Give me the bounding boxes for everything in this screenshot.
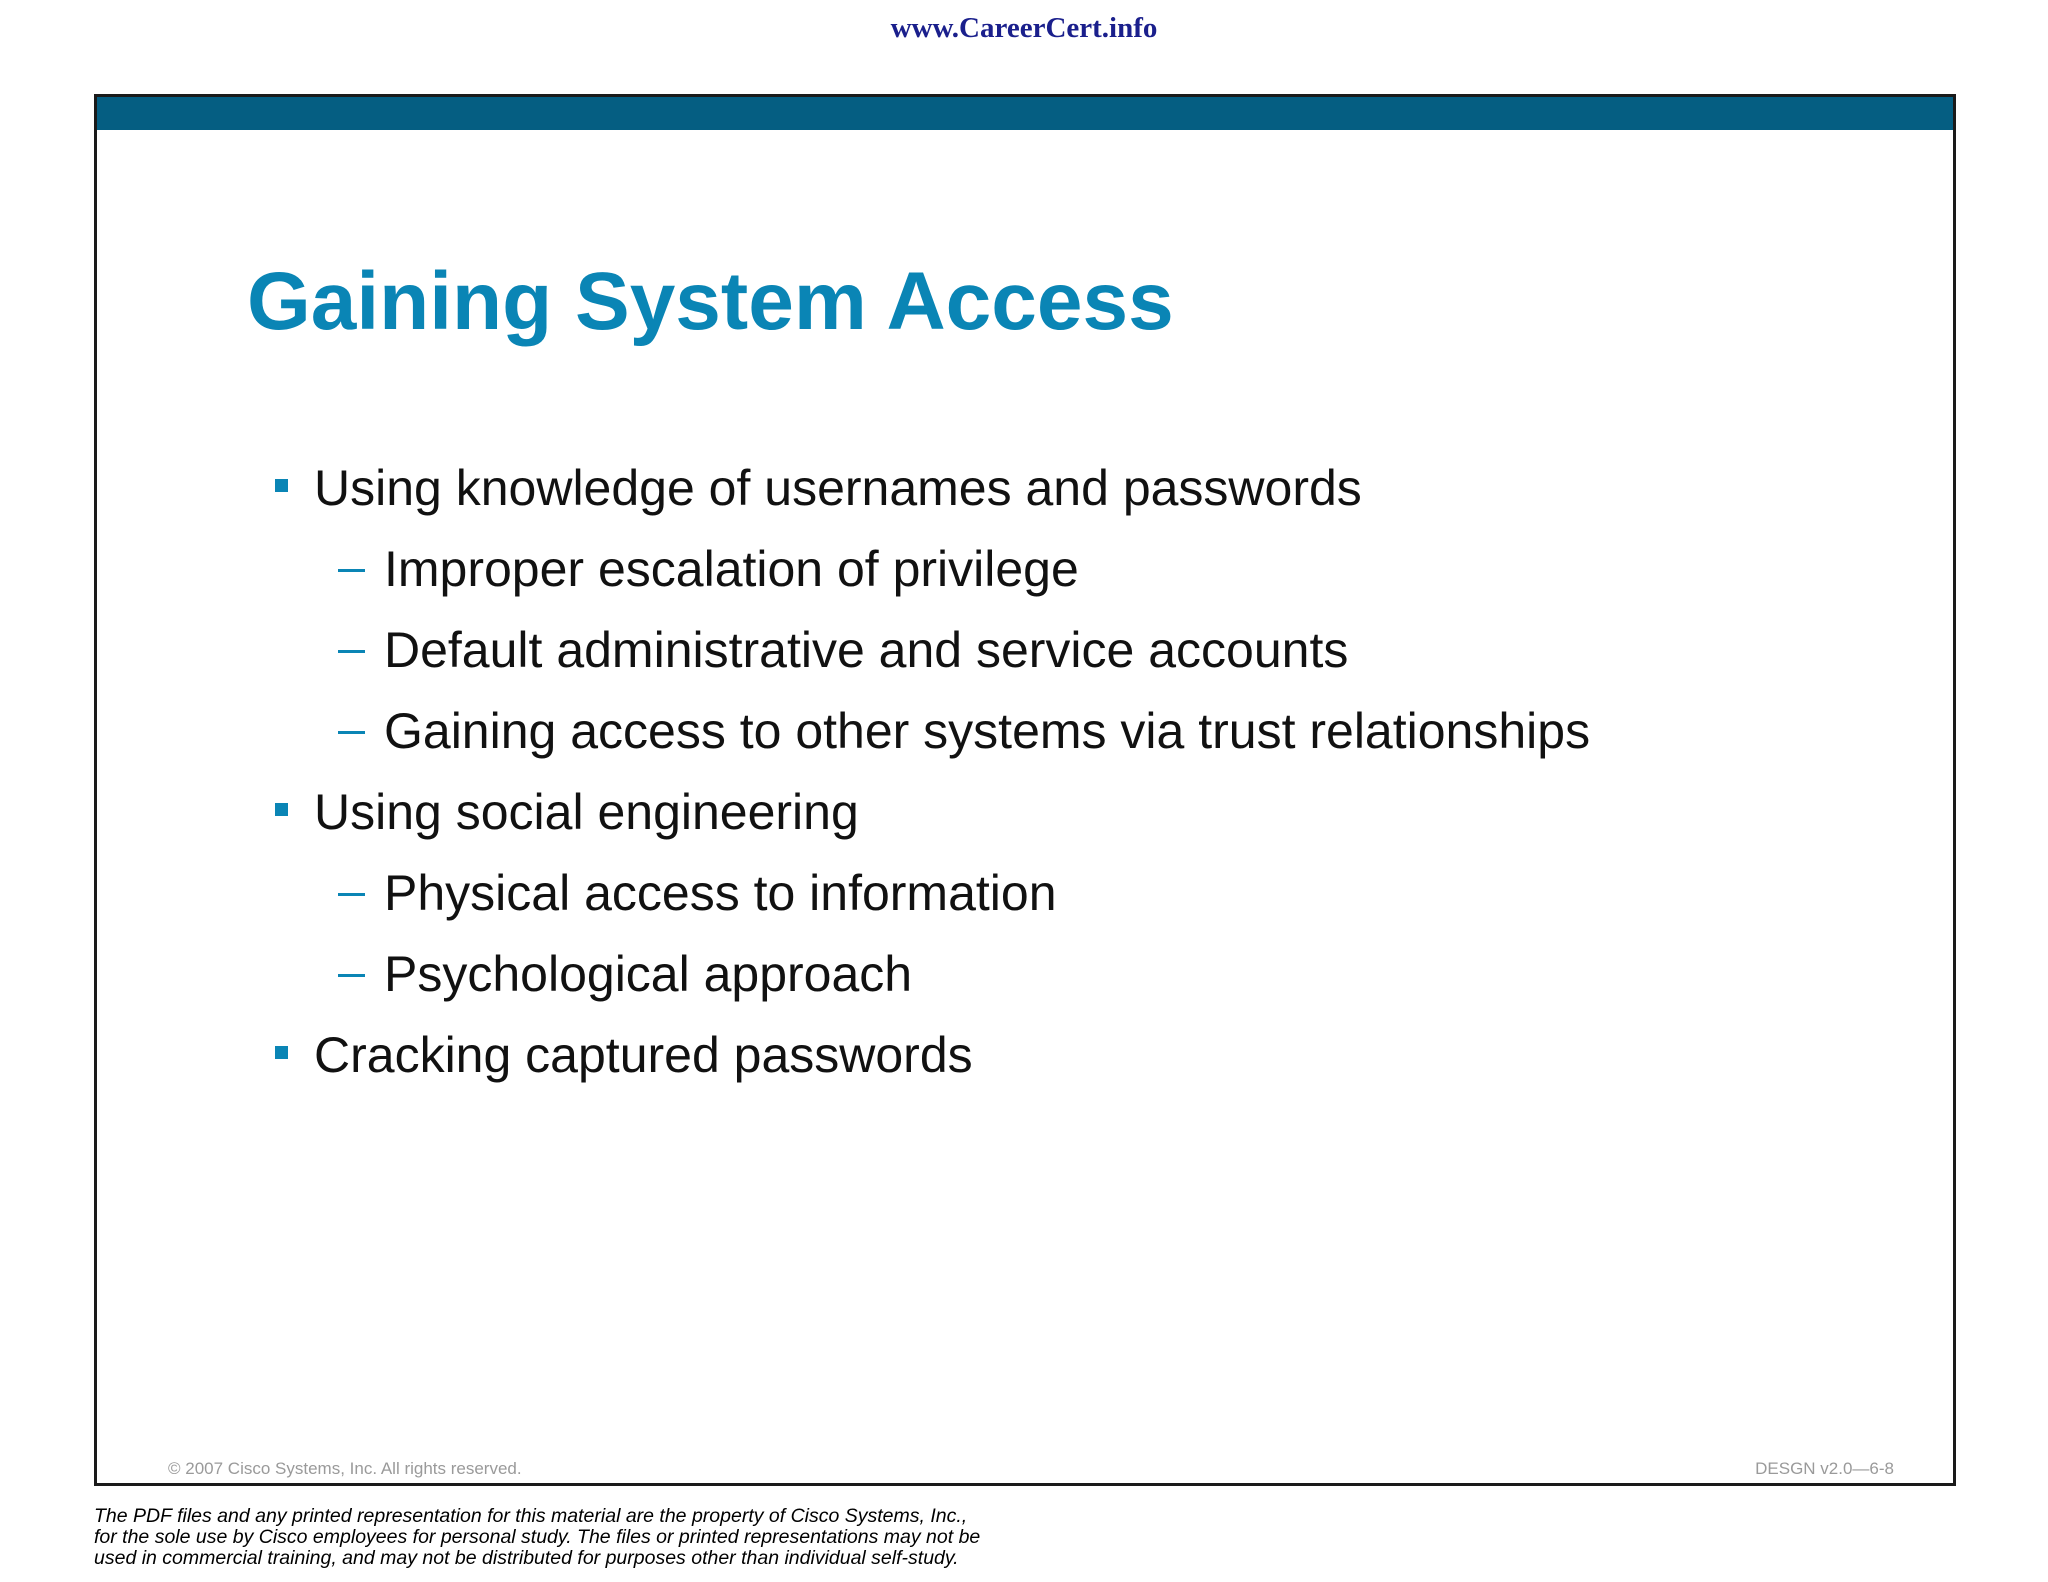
dash-bullet-icon (338, 569, 365, 572)
sub-bullet-item (97, 538, 1953, 608)
sub-bullet-text: Physical access to information (384, 865, 1057, 921)
disclaimer (94, 1506, 1194, 1569)
dash-bullet-icon (338, 731, 365, 734)
disclaimer-line: used in commercial training, and may not be distributed for purposes other than individual self-study. (94, 1547, 959, 1569)
square-bullet-icon (275, 1046, 288, 1059)
dash-bullet-icon (338, 893, 365, 896)
slide-header-bar (97, 97, 1953, 130)
dash-bullet-icon (338, 974, 365, 977)
square-bullet-icon (275, 479, 288, 492)
disclaimer-line: The PDF files and any printed representation for this material are the property of Cisco Systems, Inc., (94, 1505, 968, 1527)
slide-title: Gaining System Access (247, 256, 1174, 347)
bullet-item (97, 781, 1953, 851)
course-code: DESGN v2.0—6-8 (1755, 1459, 1894, 1478)
bullet-text: Cracking captured passwords (314, 1027, 973, 1083)
sub-bullet-text: Gaining access to other systems via trust relationships (384, 703, 1591, 759)
sub-bullet-text: Default administrative and service accounts (384, 622, 1349, 678)
sub-bullet-text: Psychological approach (384, 946, 913, 1002)
bullet-text: Using knowledge of usernames and passwords (314, 460, 1362, 516)
sub-bullet-text: Improper escalation of privilege (384, 541, 1079, 597)
bullet-item (97, 1024, 1953, 1094)
disclaimer-line: for the sole use by Cisco employees for personal study. The files or printed representations may not be (94, 1526, 981, 1548)
square-bullet-icon (275, 803, 288, 816)
sub-bullet-item (97, 700, 1953, 770)
sub-bullet-item (97, 943, 1953, 1013)
copyright-notice: © 2007 Cisco Systems, Inc. All rights reserved. (168, 1459, 522, 1478)
bullet-text: Using social engineering (314, 784, 859, 840)
bullet-item (97, 457, 1953, 527)
sub-bullet-item (97, 619, 1953, 689)
dash-bullet-icon (338, 650, 365, 653)
site-url[interactable]: www.CareerCert.info (890, 12, 1158, 44)
slide (94, 94, 1956, 1486)
sub-bullet-item (97, 862, 1953, 932)
